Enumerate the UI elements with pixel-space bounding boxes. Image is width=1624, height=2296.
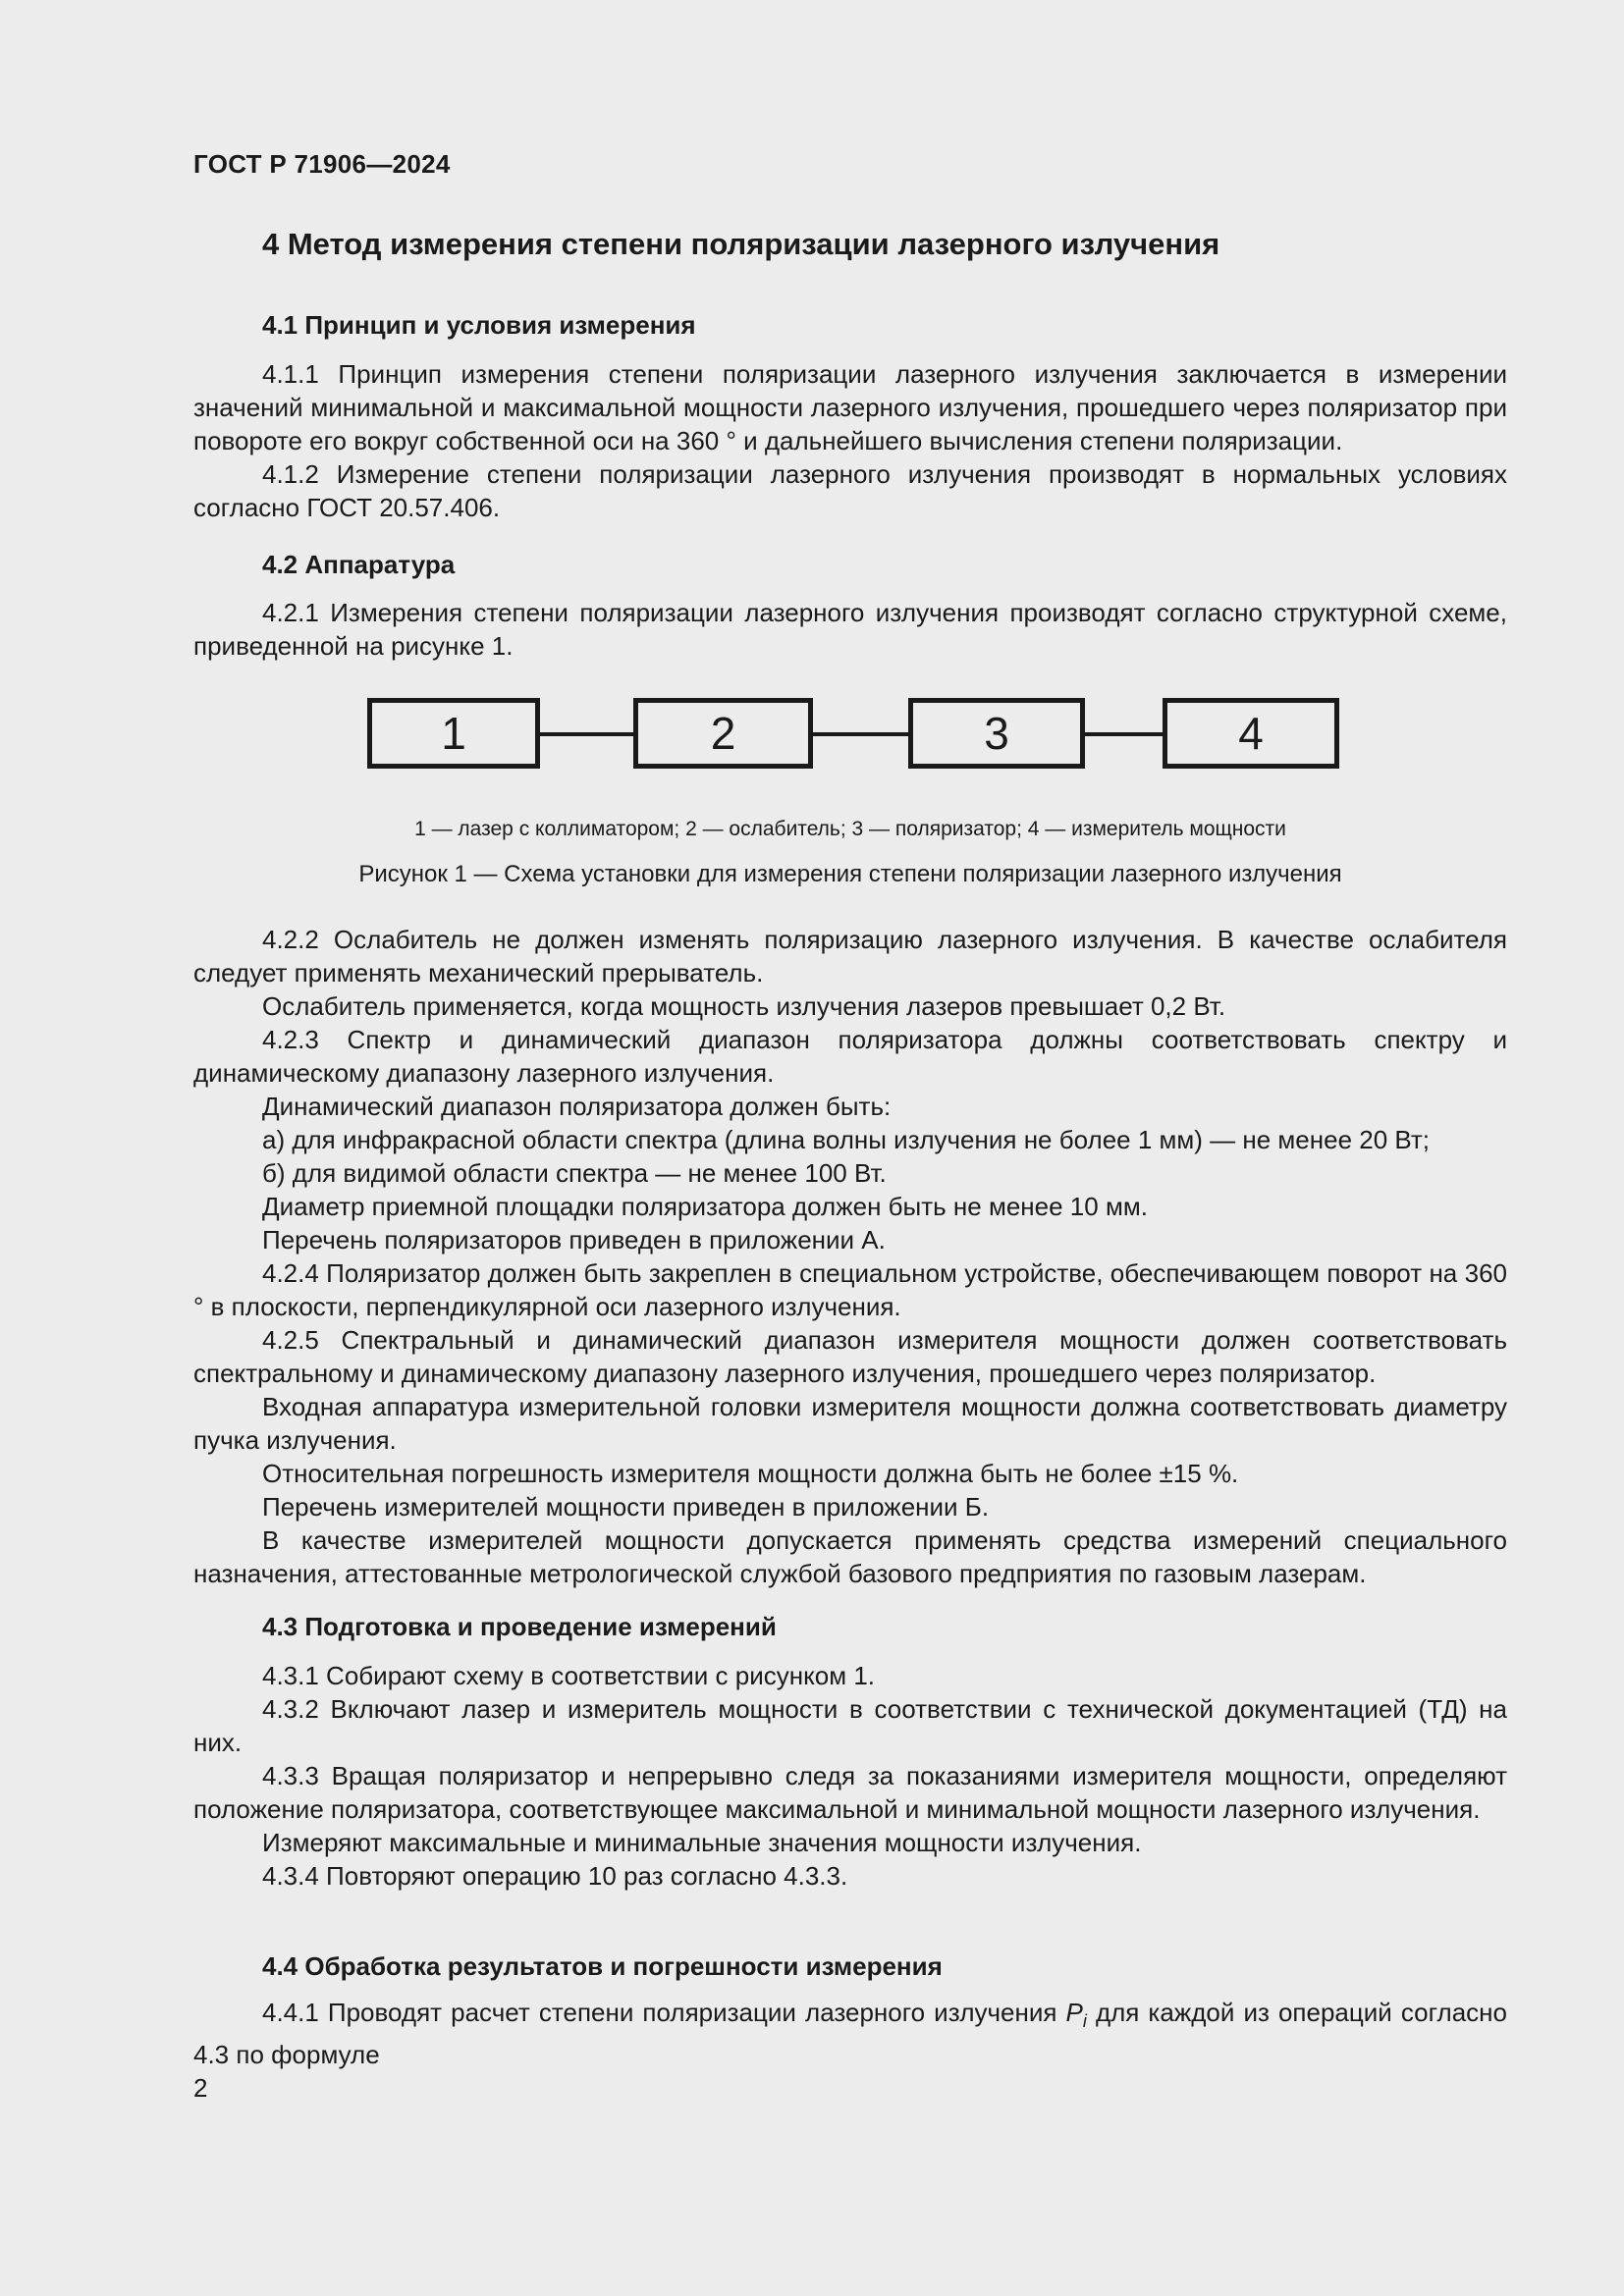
formula-subscript: i <box>1082 2011 1087 2031</box>
paragraph-4-1-1: 4.1.1 Принцип измерения степени поляризации лазерного излучения заключается в измерении значений минимальной и максимальной мощности лазерного излучения, прошедшего через поляризатор при повороте его вокруг собственной оси на 360 ° и дальнейшего вычисления степени поляризации. <box>193 359 1507 455</box>
paragraph-text: для каждой из операций согласно 4.3 по формуле <box>193 1998 1507 2069</box>
section-4-2-intro <box>193 596 1507 663</box>
paragraph: Измеряют максимальные и минимальные значения мощности излучения. <box>262 1828 1142 1857</box>
paragraph: 4.2.3 Спектр и динамический диапазон поляризатора должны соответствовать спектру и динамическому диапазону лазерного излучения. <box>193 1025 1507 1088</box>
paragraph: 4.3.4 Повторяют операцию 10 раз согласно 4.3.3. <box>262 1861 848 1891</box>
paragraph: 4.3.1 Собирают схему в соответствии с рисунком 1. <box>262 1661 876 1690</box>
figure-legend: 1 — лазер с коллиматором; 2 — ослабитель; 3 — поляризатор; 4 — измеритель мощности <box>414 818 1286 840</box>
paragraph: В качестве измерителей мощности допускается применять средства измерений специального назначения, аттестованные метрологической службой базового предприятия по газовым лазерам. <box>193 1525 1507 1588</box>
paragraph: Динамический диапазон поляризатора должен быть: <box>262 1092 892 1121</box>
scheme-box-polarizer: 3 <box>908 698 1085 769</box>
standard-code: ГОСТ Р 71906—2024 <box>193 149 451 179</box>
scheme-box-laser: 1 <box>367 698 540 769</box>
paragraph: 4.2.4 Поляризатор должен быть закреплен в специальном устройстве, обеспечивающем поворот на 360 ° в плоскости, перпендикулярной оси лазерного излучения. <box>193 1258 1507 1321</box>
list-item-a: а) для инфракрасной области спектра (длина волны излучения не более 1 мм) — не менее 20 Вт; <box>262 1125 1431 1154</box>
block-scheme-figure <box>363 692 1335 780</box>
list-item-b: б) для видимой области спектра — не менее 100 Вт. <box>262 1158 887 1188</box>
paragraph: Перечень поляризаторов приведен в приложении А. <box>262 1225 886 1255</box>
scheme-connector <box>540 732 633 736</box>
figure-caption: Рисунок 1 — Схема установки для измерения степени поляризации лазерного излучения <box>358 861 1342 887</box>
paragraph: Входная аппаратура измерительной головки измерителя мощности должна соответствовать диаметру пучка излучения. <box>193 1392 1507 1455</box>
section-4-3-body <box>193 1659 1507 1893</box>
section-4-1-title: 4.1 Принцип и условия измерения <box>262 310 696 340</box>
paragraph: Перечень измерителей мощности приведен в приложении Б. <box>262 1492 990 1522</box>
paragraph: 4.2.5 Спектральный и динамический диапазон измерителя мощности должен соответствовать спектральному и динамическому диапазону лазерного излучения, прошедшего через поляризатор. <box>193 1325 1507 1388</box>
paragraph-4-2-1: 4.2.1 Измерения степени поляризации лазерного излучения производят согласно структурной схеме, приведенной на рисунке 1. <box>193 598 1507 661</box>
paragraph: Относительная погрешность измерителя мощности должна быть не более ±15 %. <box>262 1459 1239 1488</box>
section-4-title: 4 Метод измерения степени поляризации лазерного излучения <box>262 227 1220 261</box>
section-4-4-body <box>193 1996 1507 2071</box>
paragraph: 4.3.2 Включают лазер и измеритель мощности в соответствии с технической документацией (ТД) на них. <box>193 1694 1507 1757</box>
scheme-connector <box>1085 732 1163 736</box>
section-4-3-title: 4.3 Подготовка и проведение измерений <box>262 1612 777 1641</box>
scheme-connector <box>813 732 908 736</box>
paragraph: 4.2.2 Ослабитель не должен изменять поляризацию лазерного излучения. В качестве ослабителя следует применять механический прерыватель. <box>193 925 1507 988</box>
paragraph: 4.3.3 Вращая поляризатор и непрерывно следя за показаниями измерителя мощности, определяют положение поляризатора, соответствующее максимальной и минимальной мощности лазерного излучения. <box>193 1761 1507 1824</box>
paragraph-4-4-1 <box>193 1996 1507 2071</box>
page-number: 2 <box>193 2073 208 2103</box>
section-4-1-body <box>193 357 1507 524</box>
paragraph-4-1-2: 4.1.2 Измерение степени поляризации лазерного излучения производят в нормальных условиях согласно ГОСТ 20.57.406. <box>193 459 1507 522</box>
paragraph-text: 4.4.1 Проводят расчет степени поляризации лазерного излучения <box>262 1998 1066 2027</box>
scheme-box-attenuator: 2 <box>633 698 813 769</box>
section-4-4-title: 4.4 Обработка результатов и погрешности измерения <box>262 1951 943 1981</box>
paragraph: Ослабитель применяется, когда мощность излучения лазеров превышает 0,2 Вт. <box>262 991 1226 1021</box>
section-4-2-body <box>193 923 1507 1590</box>
paragraph: Диаметр приемной площадки поляризатора должен быть не менее 10 мм. <box>262 1192 1148 1221</box>
section-4-2-title: 4.2 Аппаратура <box>262 550 456 579</box>
formula-symbol: P <box>1065 1998 1083 2027</box>
scheme-box-power-meter: 4 <box>1163 698 1339 769</box>
